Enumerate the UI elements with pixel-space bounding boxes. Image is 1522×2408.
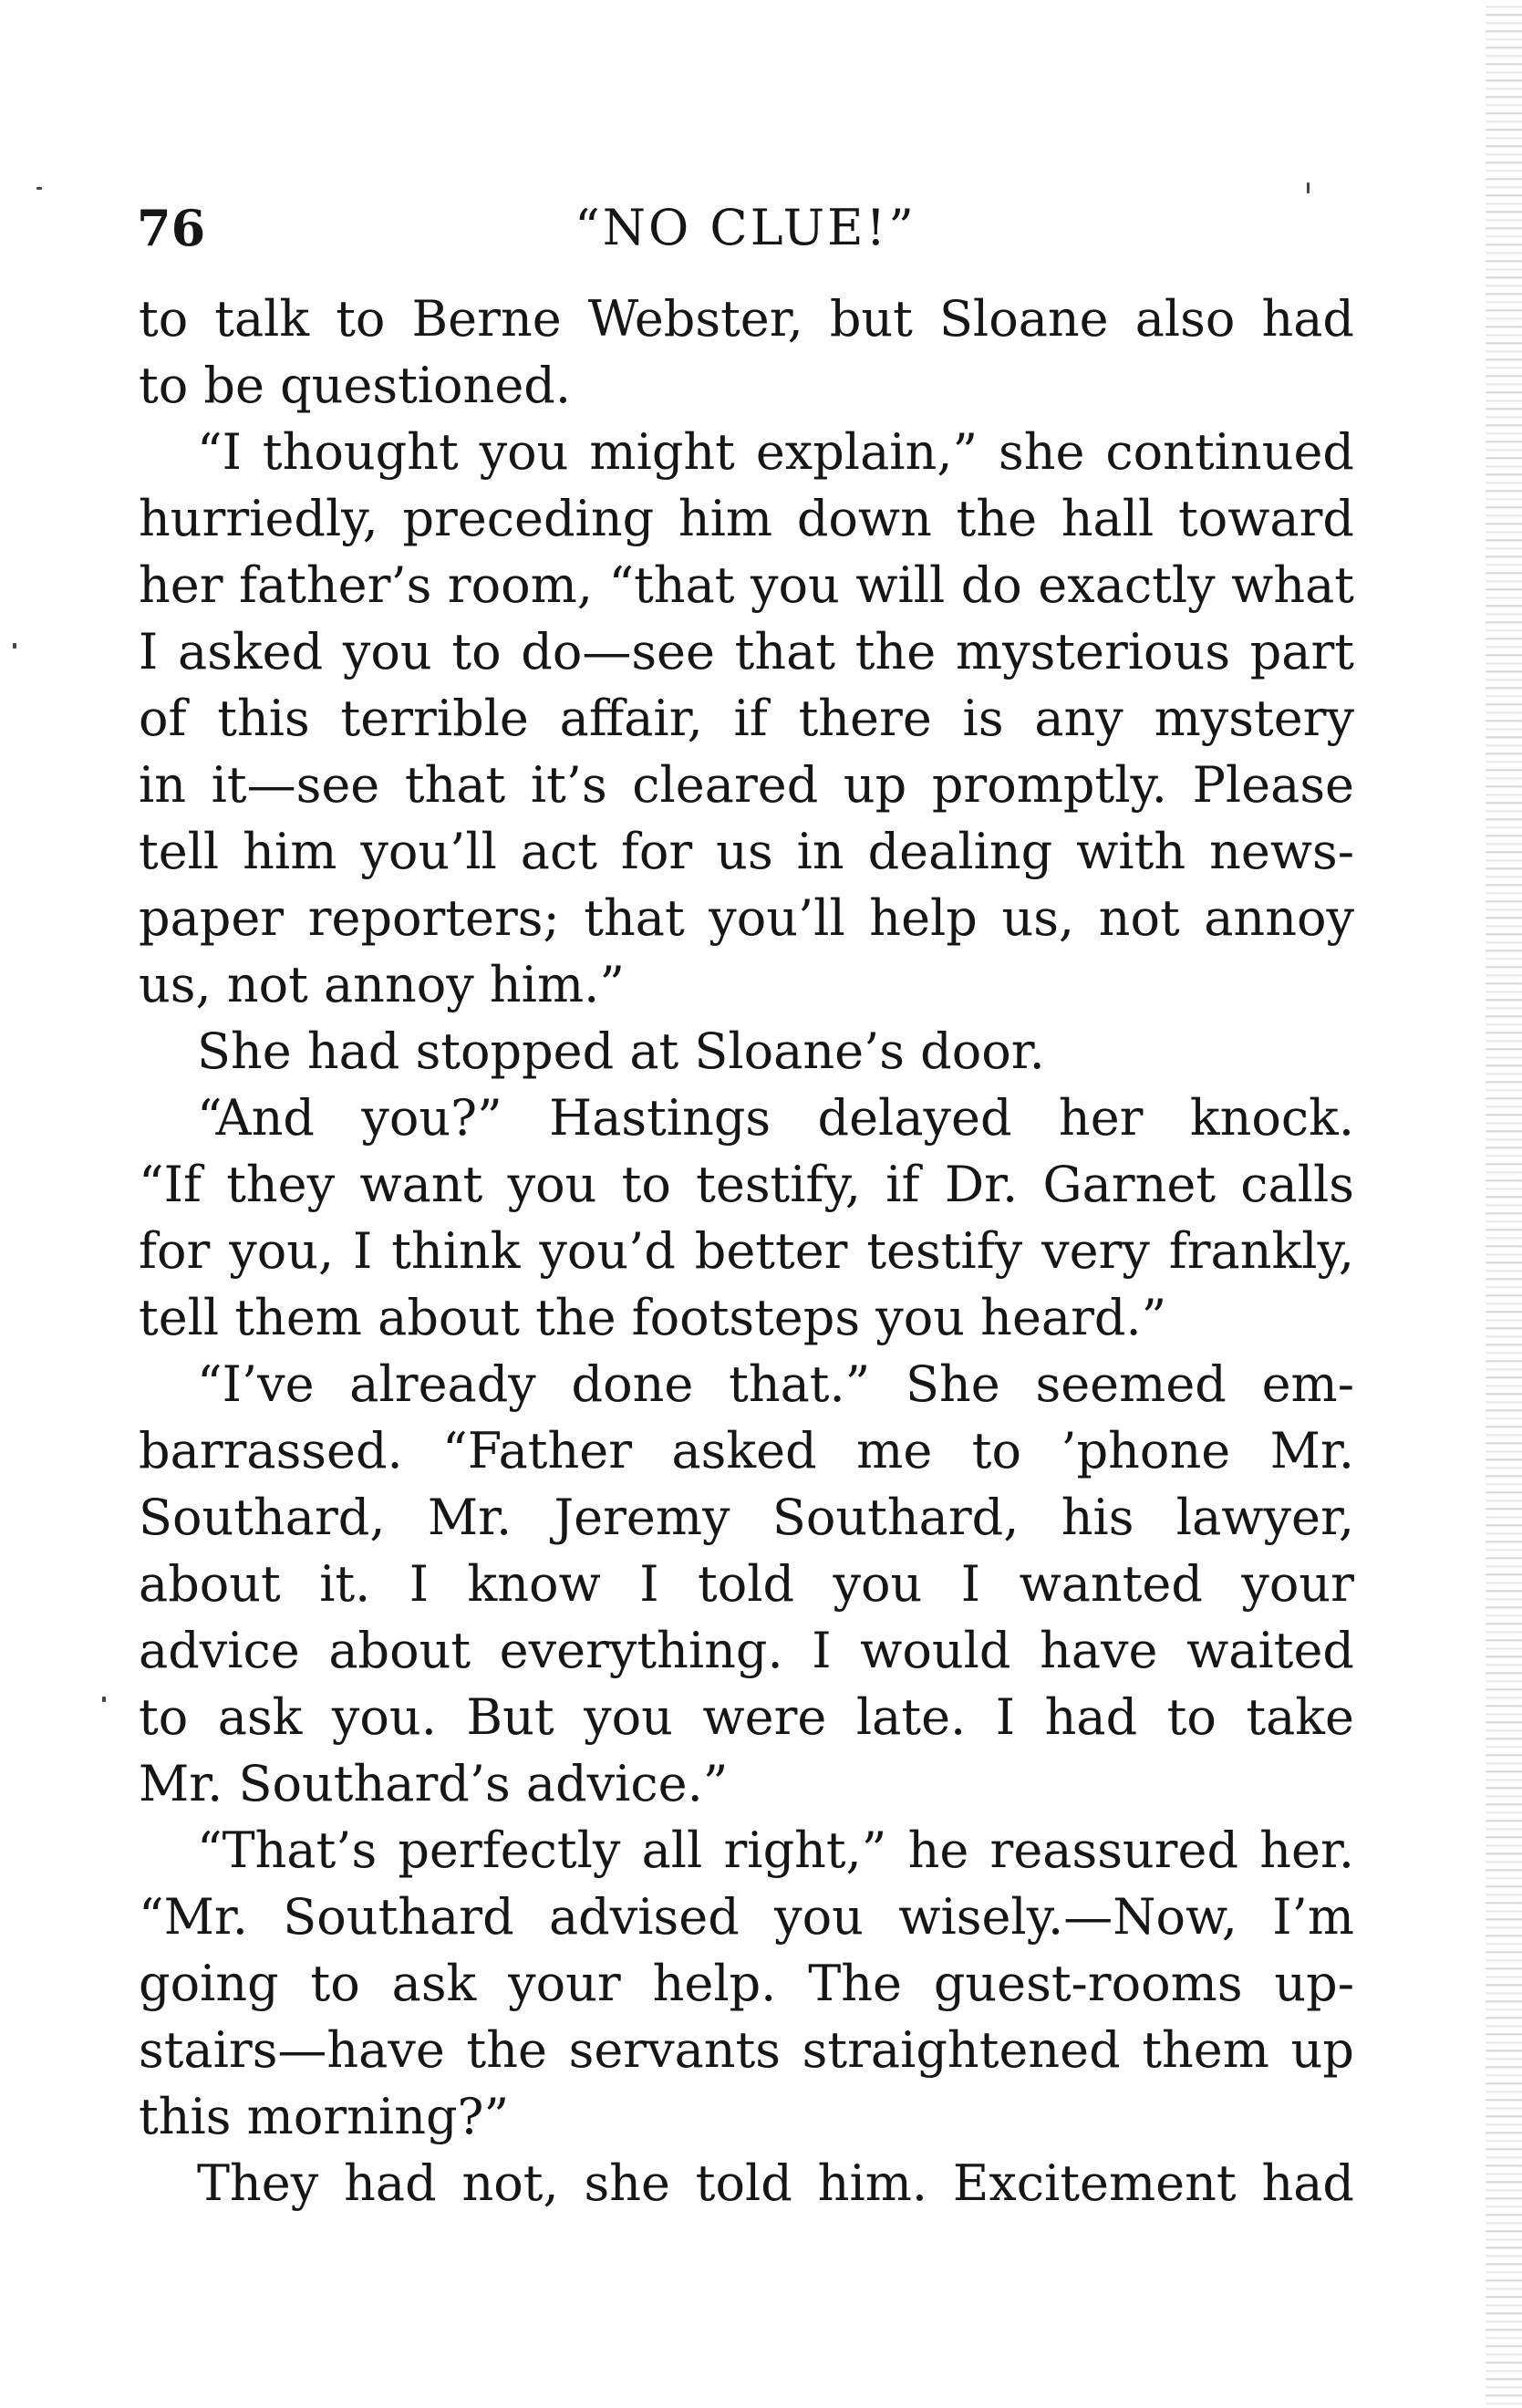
- scan-speck: [102, 1697, 106, 1702]
- page-header: [137, 196, 1354, 260]
- text-line: “That’s perfectly all right,” he reassured her.: [197, 1822, 1354, 1879]
- text-line: advice about everything. I would have waited: [139, 1622, 1354, 1679]
- text-line: “And you?” Hastings delayed her knock.: [197, 1089, 1354, 1147]
- text-line: us, not annoy him.”: [139, 956, 625, 1013]
- text-line: about it. I know I told you I wanted your: [139, 1555, 1354, 1613]
- text-line: They had not, she told him. Excitement had: [197, 2154, 1354, 2212]
- text-line: hurriedly, preceding him down the hall toward: [139, 490, 1354, 547]
- text-line: paper reporters; that you’ll help us, not annoy: [139, 889, 1354, 947]
- text-line: She had stopped at Sloane’s door.: [197, 1022, 1045, 1080]
- text-line: to talk to Berne Webster, but Sloane also had: [139, 290, 1354, 348]
- text-line: for you, I think you’d better testify very frankly,: [139, 1222, 1354, 1280]
- scan-speck: [13, 643, 16, 649]
- text-line: tell them about the footsteps you heard.”: [139, 1289, 1167, 1346]
- scan-speck: [1307, 182, 1310, 193]
- body-text: [139, 285, 1354, 2216]
- text-line: barrassed. “Father asked me to ’phone Mr.: [139, 1422, 1354, 1479]
- text-line: in it—see that it’s cleared up promptly. Please: [139, 756, 1354, 814]
- text-line: Southard, Mr. Jeremy Southard, his lawyer,: [139, 1489, 1354, 1546]
- scan-edge-bleed: [1486, 0, 1522, 2408]
- text-line: Mr. Southard’s advice.”: [139, 1755, 729, 1812]
- text-line: “I thought you might explain,” she continued: [197, 423, 1354, 481]
- text-line: of this terrible affair, if there is any mystery: [139, 690, 1354, 747]
- text-line: this morning?”: [139, 2088, 510, 2145]
- text-line: “I’ve already done that.” She seemed em-: [197, 1355, 1354, 1413]
- text-line: her father’s room, “that you will do exactly what: [139, 556, 1354, 614]
- text-line: “If they want you to testify, if Dr. Garnet calls: [139, 1156, 1354, 1213]
- text-line: tell him you’ll act for us in dealing with news-: [139, 823, 1354, 880]
- text-line: “Mr. Southard advised you wisely.—Now, I’m: [139, 1888, 1354, 1946]
- text-line: I asked you to do—see that the mysterious part: [139, 623, 1354, 680]
- page-number: 76: [137, 199, 206, 257]
- scan-speck: [36, 187, 42, 190]
- text-line: to ask you. But you were late. I had to take: [139, 1688, 1354, 1746]
- text-line: to be questioned.: [139, 357, 572, 414]
- text-line: stairs—have the servants straightened them up: [139, 2021, 1354, 2079]
- text-line: going to ask your help. The guest-rooms up-: [139, 1955, 1354, 2012]
- running-title: “NO CLUE!”: [575, 199, 916, 256]
